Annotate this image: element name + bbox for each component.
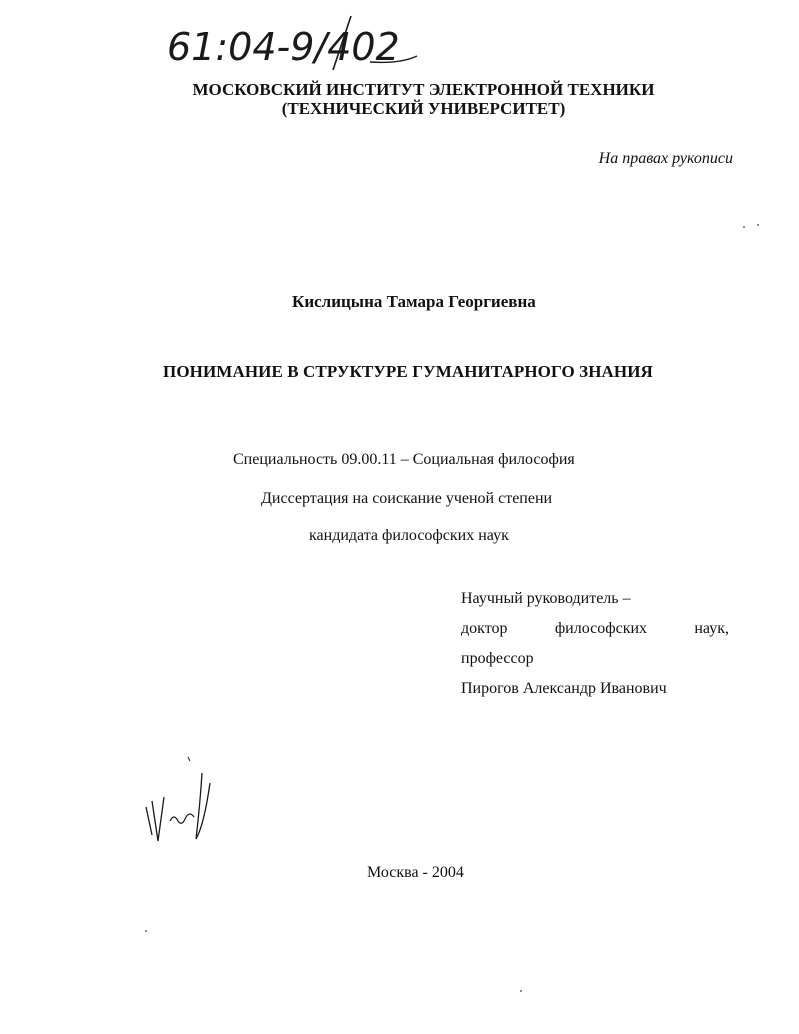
handwritten-archive-code [165, 12, 425, 74]
supervisor-degree [461, 614, 729, 644]
supervisor-name: Пирогов Александр Иванович [461, 680, 667, 697]
supervisor-degree-word: философских [554, 620, 648, 637]
supervisor-rank: профессор [461, 650, 534, 667]
institute-name [0, 80, 799, 118]
supervisor-block [461, 584, 729, 704]
scan-speck [757, 224, 759, 226]
supervisor-degree-word: наук, [694, 620, 729, 637]
dissertation-purpose-line: Диссертация на соискание ученой степени [261, 490, 553, 507]
supervisor-role: Научный руководитель – [461, 590, 631, 607]
scan-speck [145, 930, 147, 932]
handwritten-signature [140, 755, 220, 845]
author-name: Кислицына Тамара Георгиевна [292, 292, 536, 311]
institute-line-2: (ТЕХНИЧЕСКИЙ УНИВЕРСИТЕТ) [281, 99, 566, 118]
dissertation-title: ПОНИМАНИЕ В СТРУКТУРЕ ГУМАНИТАРНОГО ЗНАНИЯ [163, 362, 653, 381]
scan-speck [520, 990, 522, 992]
specialty-line: Специальность 09.00.11 – Социальная философия [233, 451, 575, 468]
institute-line-1: МОСКОВСКИЙ ИНСТИТУТ ЭЛЕКТРОННОЙ ТЕХНИКИ [192, 80, 655, 99]
degree-line: кандидата философских наук [309, 527, 509, 544]
signature-icon [140, 755, 220, 845]
archive-code-text: 61:04-9/402 [167, 25, 400, 69]
supervisor-degree-word: доктор [461, 620, 508, 637]
place-and-year: Москва - 2004 [367, 864, 464, 881]
scan-speck [743, 226, 745, 228]
manuscript-rights-note: На правах рукописи [598, 150, 733, 167]
archive-code-graphic [165, 12, 425, 74]
